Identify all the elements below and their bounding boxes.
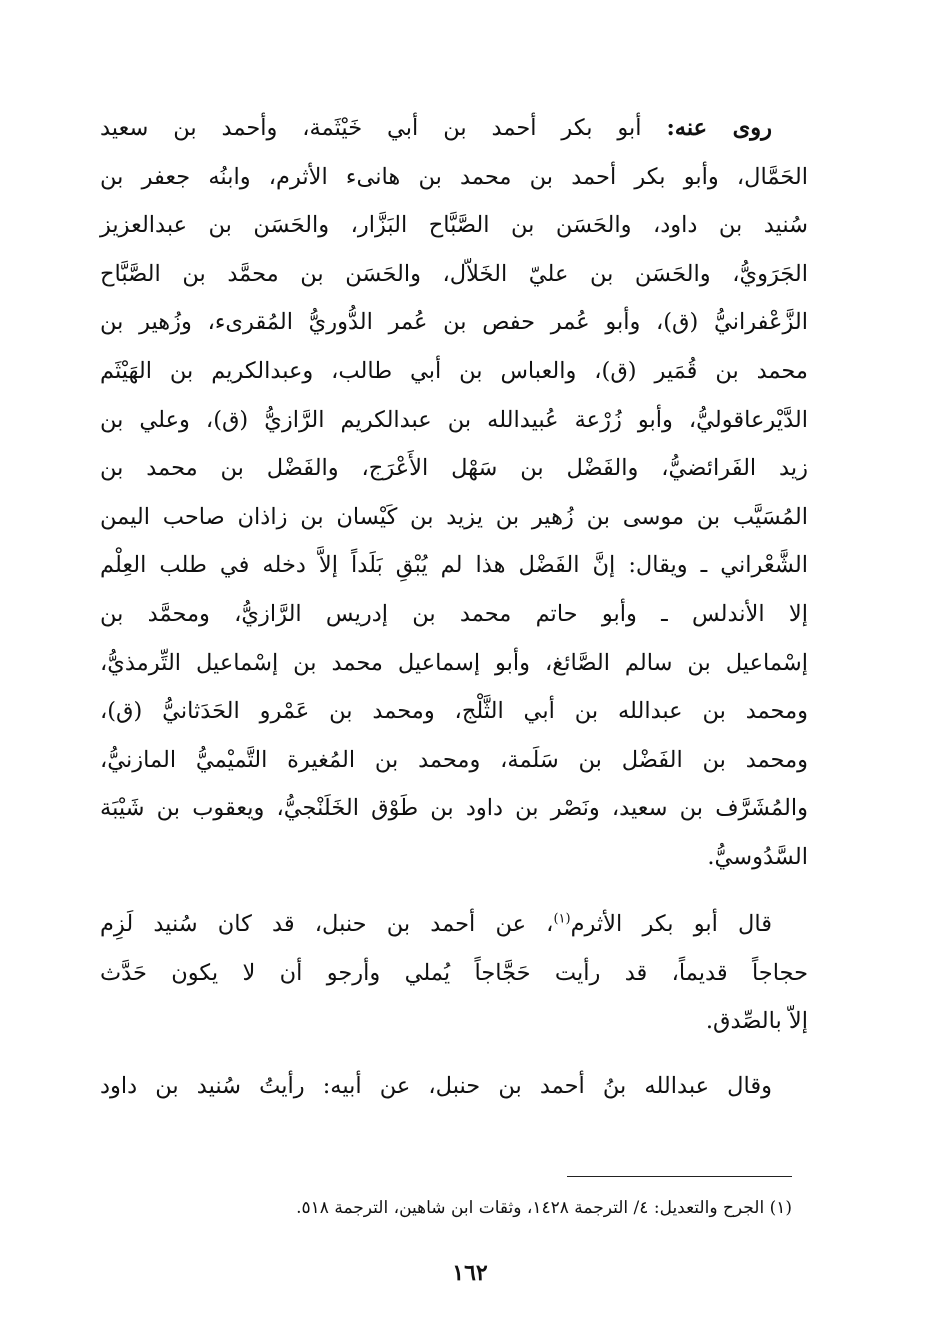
- text-line: المُسَيَّب بن موسى بن زُهير بن يزيد بن كَيْسان بن زاذان صاحب اليمن: [100, 503, 808, 530]
- text-line: إلا الأندلس ـ وأبو حاتم محمد بن إدريس الرَّازيُّ، ومحمَّد بن: [100, 600, 808, 627]
- text-line: إلاّ بالصِّدق.: [705, 1008, 808, 1035]
- text-line: حجاجاً قديماً، قد رأيت حَجَّاجاً يُملي وأرجو أن لا يكون حَدَّث: [100, 959, 808, 986]
- text-line: روى عنه: أبو بكر أحمد بن أبي خَيْثَمة، وأحمد بن سعيد: [100, 115, 773, 141]
- text-line: الحَمَّال، وأبو بكر أحمد بن محمد بن هانىء الأثرم، وابنُه جعفر بن: [100, 163, 808, 190]
- text-line: ومحمد بن الفَضْل بن سَلَمة، ومحمد بن المُغيرة التَّميْميُّ المازنيُّ،: [100, 746, 808, 773]
- text-line: الزَّعْفرانيُّ (ق)، وأبو عُمر حفص بن عُمر الدُّوريُّ المُقرىء، وزُهير بن: [100, 309, 808, 336]
- text-line: وقال عبدالله بنُ أحمد بن حنبل، عن أبيه: رأيتُ سُنيد بن داود: [100, 1073, 772, 1099]
- text-line: والمُشَرَّف بن سعيد، ونَصْر بن داود بن طَوْق الخَلَنْجيُّ، ويعقوب بن شَيْبَة: [100, 795, 808, 822]
- text-line: زيد الفَرائضيُّ، والفَضْل بن سَهْل الأَعْرَج، والفَضْل بن محمد بن: [100, 455, 808, 482]
- athram-paragraph: [100, 900, 808, 1046]
- section-lead: روى عنه:: [666, 115, 773, 141]
- narrators-paragraph: [100, 104, 808, 882]
- text-line: سُنيد بن داود، والحَسَن بن الصَّبَّاح البَزَّار، والحَسَن بن عبدالعزيز: [100, 212, 808, 239]
- text-line: إسْماعيل بن سالم الصَّائغ، وأبو إسماعيل محمد بن إسْماعيل التِّرمذيُّ،: [100, 649, 808, 676]
- text-line: الجَرَويُّ، والحَسَن بن عليّ الخَلاّل، والحَسَن بن محمَّد بن الصَّبَّاح: [100, 260, 808, 287]
- abdullah-paragraph: [100, 1062, 808, 1111]
- text-line: محمد بن قُمَير (ق)، والعباس بن أبي طالب، وعبدالكريم بن الهَيْثَم: [100, 357, 808, 384]
- page-number: ١٦٢: [452, 1260, 488, 1286]
- text-line: السَّدُوسيُّ.: [707, 843, 808, 870]
- footnote-ref[interactable]: (١): [553, 911, 571, 927]
- text-line: الدَّيْرعاقوليُّ، وأبو زُرْعة عُبيدالله بن عبدالكريم الرَّازيُّ (ق)، وعلي بن: [100, 406, 808, 433]
- text-line: ومحمد بن عبدالله بن أبي الثَّلْج، ومحمد بن عَمْرو الحَدَثانيُّ (ق)،: [100, 698, 808, 725]
- text-line: الشَّعْراني ـ ويقال: إنَّ الفَضْل هذا لم يُبْقِ بَلَداً إلاَّ دخله في طلب العِلْم: [100, 552, 808, 579]
- footnote: (١) الجرح والتعديل: ٤/ الترجمة ١٤٢٨، وثقات ابن شاهين، الترجمة ٥١٨.: [296, 1198, 792, 1218]
- text-line: قال أبو بكر الأثرم$^{(١)}$، عن أحمد بن حنبل، قد كان سُنيد لَزِم: [100, 911, 772, 937]
- footnote-separator: [567, 1176, 792, 1177]
